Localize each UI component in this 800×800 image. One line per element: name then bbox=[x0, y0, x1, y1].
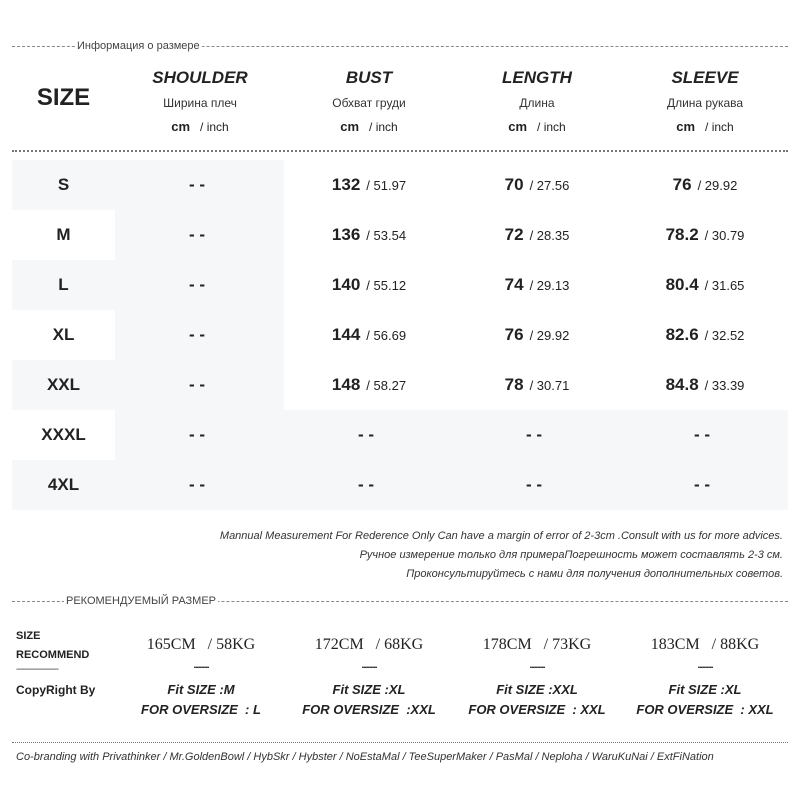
value-cm: 78.2 bbox=[665, 225, 699, 244]
size-header: SIZE bbox=[36, 84, 91, 111]
label-divider: ------------------ bbox=[16, 664, 58, 675]
note-russian-2: Проконсультируйтесь с нами для получения дополнительных советов. bbox=[406, 568, 783, 580]
value-cm: - - bbox=[357, 475, 375, 494]
value-cm: - - bbox=[188, 425, 206, 444]
oversize-fit: FOR OVERSIZE : XXL bbox=[468, 702, 606, 717]
column-title: SLEEVE bbox=[671, 68, 739, 87]
value-cm: - - bbox=[525, 425, 543, 444]
table-row bbox=[12, 160, 788, 210]
unit-cm: cm bbox=[171, 119, 191, 134]
measurement-cell bbox=[284, 360, 454, 410]
value-cm: 76 bbox=[672, 175, 692, 194]
table-row bbox=[12, 210, 788, 260]
header-divider bbox=[12, 150, 788, 152]
measurement-cell bbox=[620, 410, 790, 460]
value-cm: - - bbox=[188, 225, 206, 244]
cobranding-text: Co-branding with Privathinker / Mr.GoldenBowl / HybSkr / Hybster / NoEstaMal / TeeSuperMaker / PasMal / Neploha / WaruKuNai / ExtFiNation bbox=[16, 751, 714, 763]
oversize-fit: FOR OVERSIZE :XXL bbox=[302, 702, 436, 717]
unit-inch: / inch bbox=[537, 120, 566, 134]
value-cm: 70 bbox=[504, 175, 524, 194]
size-info-title: Информация о размере bbox=[77, 40, 200, 52]
measurement-cell bbox=[620, 460, 790, 510]
measurement-cell bbox=[115, 210, 285, 260]
value-cm: 132 bbox=[331, 175, 361, 194]
table-row bbox=[12, 310, 788, 360]
unit-label bbox=[508, 120, 565, 134]
value-inch: / 30.79 bbox=[704, 228, 745, 243]
measurement-cell bbox=[620, 160, 790, 210]
measurement-cell bbox=[452, 160, 622, 210]
dots-separator: .......... bbox=[361, 660, 377, 670]
size-label: XXL bbox=[46, 375, 81, 394]
measurement-cell bbox=[284, 210, 454, 260]
recommendation bbox=[116, 636, 286, 717]
footer-divider bbox=[12, 742, 788, 743]
unit-cm: cm bbox=[340, 119, 360, 134]
value-cm: 72 bbox=[504, 225, 524, 244]
measurement-cell bbox=[115, 310, 285, 360]
height-weight: 178CM / 73KG bbox=[482, 636, 592, 653]
value-cm: 136 bbox=[331, 225, 361, 244]
value-cm: - - bbox=[525, 475, 543, 494]
measurement-cell bbox=[452, 410, 622, 460]
recommendation bbox=[620, 636, 790, 717]
measurement-cell bbox=[284, 310, 454, 360]
recommendation bbox=[284, 636, 454, 717]
measurement-cell bbox=[284, 410, 454, 460]
measurement-cell bbox=[620, 210, 790, 260]
value-inch: / 58.27 bbox=[366, 378, 407, 393]
oversize-fit: FOR OVERSIZE : XXL bbox=[636, 702, 774, 717]
value-inch: / 27.56 bbox=[529, 178, 570, 193]
recommendation bbox=[452, 636, 622, 717]
unit-inch: / inch bbox=[369, 120, 398, 134]
table-row bbox=[12, 360, 788, 410]
value-inch: / 29.92 bbox=[697, 178, 738, 193]
height-weight: 183CM / 88KG bbox=[650, 636, 760, 653]
unit-label bbox=[676, 120, 733, 134]
unit-label bbox=[340, 120, 397, 134]
column-header-bust bbox=[284, 68, 454, 136]
measurement-cell bbox=[452, 460, 622, 510]
fit-size: Fit SIZE :XXL bbox=[496, 682, 578, 697]
recommend-title: РЕКОМЕНДУЕМЫЙ РАЗМЕР bbox=[66, 595, 217, 607]
value-cm: 74 bbox=[504, 275, 524, 294]
height-weight: 172CM / 68KG bbox=[314, 636, 424, 653]
value-cm: - - bbox=[188, 375, 206, 394]
dots-separator: .......... bbox=[697, 660, 713, 670]
value-cm: 82.6 bbox=[665, 325, 699, 344]
value-cm: - - bbox=[693, 425, 711, 444]
size-label: XXXL bbox=[41, 425, 86, 444]
dots-separator: .......... bbox=[529, 660, 545, 670]
measurement-cell bbox=[452, 310, 622, 360]
unit-inch: / inch bbox=[705, 120, 734, 134]
size-label: 4XL bbox=[47, 475, 80, 494]
value-cm: 84.8 bbox=[665, 375, 699, 394]
value-cm: 80.4 bbox=[665, 275, 699, 294]
fit-size: Fit SIZE :M bbox=[167, 682, 235, 697]
value-cm: 78 bbox=[504, 375, 524, 394]
column-header-sleeve bbox=[620, 68, 790, 136]
column-header-length bbox=[452, 68, 622, 136]
value-cm: - - bbox=[188, 275, 206, 294]
column-subtitle: Длина рукава bbox=[666, 96, 744, 110]
table-row bbox=[12, 460, 788, 510]
size-recommend-label-2: RECOMMEND bbox=[16, 649, 90, 661]
column-subtitle: Длина bbox=[519, 96, 555, 110]
value-inch: / 31.65 bbox=[704, 278, 745, 293]
dots-separator: .......... bbox=[193, 660, 209, 670]
size-label: S bbox=[57, 175, 70, 194]
copyright-label: CopyRight By bbox=[16, 683, 96, 697]
unit-label bbox=[171, 120, 228, 134]
fit-size: Fit SIZE :XL bbox=[332, 682, 406, 697]
value-cm: 148 bbox=[331, 375, 361, 394]
measurement-cell bbox=[452, 210, 622, 260]
column-title: SHOULDER bbox=[152, 68, 248, 87]
size-label: L bbox=[58, 275, 69, 294]
size-recommend-label-1: SIZE bbox=[16, 630, 41, 642]
value-cm: 76 bbox=[504, 325, 524, 344]
table-row bbox=[12, 410, 788, 460]
height-weight: 165CM / 58KG bbox=[146, 636, 256, 653]
value-inch: / 51.97 bbox=[366, 178, 407, 193]
value-inch: / 29.92 bbox=[529, 328, 570, 343]
size-recommend-label bbox=[16, 627, 89, 665]
value-inch: / 55.12 bbox=[366, 278, 407, 293]
value-cm: - - bbox=[693, 475, 711, 494]
value-inch: / 33.39 bbox=[704, 378, 745, 393]
note-english: Mannual Measurement For Rederence Only Can have a margin of error of 2-3cm .Consult with us for more advices. bbox=[219, 530, 783, 542]
column-title: LENGTH bbox=[502, 68, 572, 87]
value-inch: / 30.71 bbox=[529, 378, 570, 393]
measurement-cell bbox=[284, 460, 454, 510]
unit-cm: cm bbox=[676, 119, 696, 134]
value-cm: 140 bbox=[331, 275, 361, 294]
measurement-cell bbox=[284, 160, 454, 210]
value-inch: / 56.69 bbox=[366, 328, 407, 343]
measurement-cell bbox=[620, 260, 790, 310]
note-russian-1: Ручное измерение только для примераПогрешность может составлять 2-3 см. bbox=[359, 549, 783, 561]
table-row bbox=[12, 260, 788, 310]
value-cm: 144 bbox=[331, 325, 361, 344]
value-cm: - - bbox=[357, 425, 375, 444]
value-inch: / 29.13 bbox=[529, 278, 570, 293]
column-subtitle: Обхват груди bbox=[332, 96, 406, 110]
measurement-cell bbox=[452, 260, 622, 310]
unit-inch: / inch bbox=[200, 120, 229, 134]
measurement-cell bbox=[115, 360, 285, 410]
measurement-cell bbox=[115, 410, 285, 460]
value-inch: / 32.52 bbox=[704, 328, 745, 343]
measurement-cell bbox=[620, 360, 790, 410]
measurement-cell bbox=[620, 310, 790, 360]
value-cm: - - bbox=[188, 475, 206, 494]
column-subtitle: Ширина плеч bbox=[163, 96, 237, 110]
value-cm: - - bbox=[188, 325, 206, 344]
fit-size: Fit SIZE :XL bbox=[668, 682, 742, 697]
size-label: M bbox=[56, 225, 71, 244]
oversize-fit: FOR OVERSIZE : L bbox=[141, 702, 261, 717]
column-title: BUST bbox=[345, 68, 393, 87]
measurement-cell bbox=[115, 460, 285, 510]
value-inch: / 53.54 bbox=[366, 228, 407, 243]
measurement-cell bbox=[284, 260, 454, 310]
value-inch: / 28.35 bbox=[529, 228, 570, 243]
unit-cm: cm bbox=[508, 119, 528, 134]
measurement-cell bbox=[452, 360, 622, 410]
measurement-cell bbox=[115, 260, 285, 310]
size-label: XL bbox=[52, 325, 75, 344]
measurement-cell bbox=[115, 160, 285, 210]
value-cm: - - bbox=[188, 175, 206, 194]
column-header-shoulder bbox=[115, 68, 285, 136]
